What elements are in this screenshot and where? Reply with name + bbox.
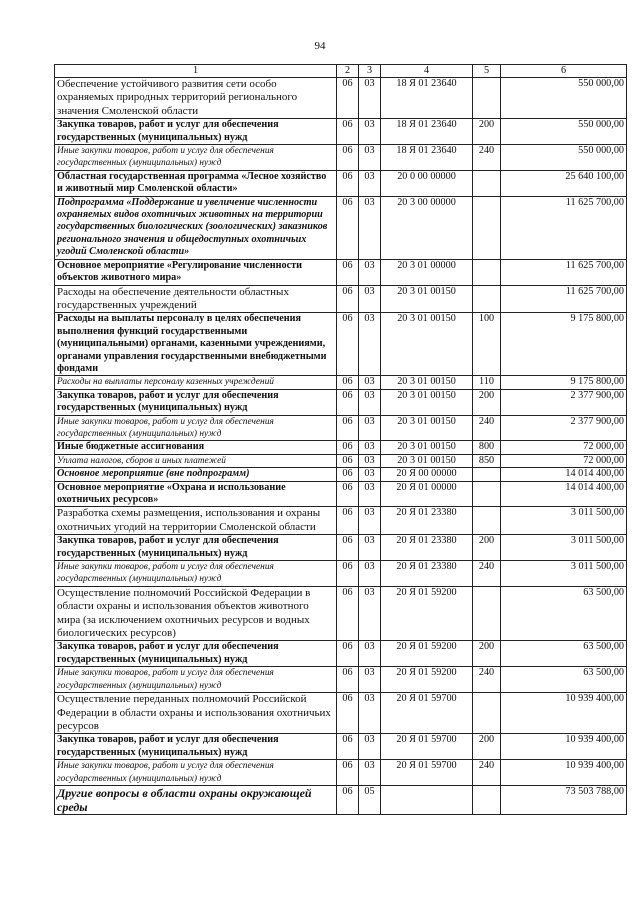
row-expense-type-cell — [473, 481, 501, 507]
row-target-code-cell: 20 3 00 00000 — [381, 196, 473, 259]
row-target-code-cell: 20 3 01 00150 — [381, 285, 473, 313]
row-subsection-cell: 03 — [359, 507, 381, 535]
row-expense-type-cell — [473, 785, 501, 814]
table-body — [55, 78, 627, 815]
row-name-cell: Иные закупки товаров, работ и услуг для обеспечения государственных (муниципальных) нужд — [55, 145, 337, 171]
row-amount-cell: 550 000,00 — [501, 145, 627, 171]
row-expense-type-cell — [473, 693, 501, 734]
row-subsection-cell: 03 — [359, 170, 381, 196]
page-number: 94 — [314, 40, 326, 52]
row-name-cell: Закупка товаров, работ и услуг для обеспечения государственных (муниципальных) нужд — [55, 734, 337, 760]
row-expense-type-cell: 200 — [473, 389, 501, 415]
row-name-cell: Другие вопросы в области охраны окружающей среды — [55, 785, 337, 814]
header-col-1: 1 — [55, 65, 337, 78]
row-amount-cell: 73 503 788,00 — [501, 785, 627, 814]
row-target-code-cell: 20 3 01 00150 — [381, 441, 473, 454]
row-amount-cell: 550 000,00 — [501, 119, 627, 145]
row-amount-cell: 14 014 400,00 — [501, 481, 627, 507]
row-section-cell: 06 — [337, 693, 359, 734]
row-amount-cell: 63 500,00 — [501, 641, 627, 667]
row-expense-type-cell — [473, 468, 501, 481]
row-section-cell: 06 — [337, 145, 359, 171]
row-name-cell: Осуществление полномочий Российской Федерации в области охраны и использования объектов животного мира (за исключением охотничьих ресурсов и водных биологических ресурсов) — [55, 586, 337, 641]
row-expense-type-cell: 240 — [473, 415, 501, 441]
row-subsection-cell: 03 — [359, 389, 381, 415]
row-name-cell: Расходы на выплаты персоналу казенных учреждений — [55, 376, 337, 389]
row-target-code-cell — [381, 785, 473, 814]
table-row — [55, 78, 627, 119]
table-row — [55, 734, 627, 760]
header-col-3: 3 — [359, 65, 381, 78]
row-subsection-cell: 03 — [359, 454, 381, 467]
row-subsection-cell: 03 — [359, 586, 381, 641]
table-row — [55, 259, 627, 285]
header-col-4: 4 — [381, 65, 473, 78]
row-amount-cell: 14 014 400,00 — [501, 468, 627, 481]
row-expense-type-cell — [473, 285, 501, 313]
table-row — [55, 454, 627, 467]
row-name-cell: Расходы на обеспечение деятельности областных государственных учреждений — [55, 285, 337, 313]
row-amount-cell: 63 500,00 — [501, 667, 627, 693]
row-subsection-cell: 05 — [359, 785, 381, 814]
table-row — [55, 389, 627, 415]
table-row — [55, 285, 627, 313]
row-section-cell: 06 — [337, 285, 359, 313]
row-subsection-cell: 03 — [359, 760, 381, 786]
row-section-cell: 06 — [337, 667, 359, 693]
row-section-cell: 06 — [337, 561, 359, 587]
table-row — [55, 535, 627, 561]
row-expense-type-cell: 200 — [473, 535, 501, 561]
row-target-code-cell: 18 Я 01 23640 — [381, 78, 473, 119]
row-name-cell: Закупка товаров, работ и услуг для обеспечения государственных (муниципальных) нужд — [55, 641, 337, 667]
row-subsection-cell: 03 — [359, 285, 381, 313]
row-subsection-cell: 03 — [359, 145, 381, 171]
table-row — [55, 785, 627, 814]
row-amount-cell: 10 939 400,00 — [501, 760, 627, 786]
row-target-code-cell: 20 0 00 00000 — [381, 170, 473, 196]
row-amount-cell: 3 011 500,00 — [501, 507, 627, 535]
row-subsection-cell: 03 — [359, 119, 381, 145]
row-section-cell: 06 — [337, 785, 359, 814]
row-target-code-cell: 20 3 01 00150 — [381, 415, 473, 441]
row-expense-type-cell: 240 — [473, 667, 501, 693]
row-amount-cell: 63 500,00 — [501, 586, 627, 641]
table-row — [55, 170, 627, 196]
row-amount-cell: 25 640 100,00 — [501, 170, 627, 196]
budget-table — [54, 64, 627, 815]
row-section-cell: 06 — [337, 535, 359, 561]
row-target-code-cell: 20 Я 01 23380 — [381, 507, 473, 535]
row-section-cell: 06 — [337, 454, 359, 467]
row-subsection-cell: 03 — [359, 468, 381, 481]
row-subsection-cell: 03 — [359, 535, 381, 561]
row-section-cell: 06 — [337, 119, 359, 145]
row-target-code-cell: 18 Я 01 23640 — [381, 119, 473, 145]
table-row — [55, 145, 627, 171]
row-name-cell: Расходы на выплаты персоналу в целях обеспечения выполнения функций государственными (муниципальными) органами, казенными учреждениями, органами управления государственными внебюджетными фондами — [55, 313, 337, 376]
row-target-code-cell: 20 Я 01 59200 — [381, 667, 473, 693]
row-subsection-cell: 03 — [359, 641, 381, 667]
row-expense-type-cell: 800 — [473, 441, 501, 454]
table-row — [55, 667, 627, 693]
row-expense-type-cell: 240 — [473, 760, 501, 786]
row-amount-cell: 9 175 800,00 — [501, 313, 627, 376]
row-target-code-cell: 20 Я 01 23380 — [381, 561, 473, 587]
row-name-cell: Иные бюджетные ассигнования — [55, 441, 337, 454]
row-target-code-cell: 20 3 01 00150 — [381, 454, 473, 467]
row-target-code-cell: 20 3 01 00150 — [381, 389, 473, 415]
row-target-code-cell: 20 Я 01 59200 — [381, 586, 473, 641]
row-section-cell: 06 — [337, 468, 359, 481]
row-name-cell: Иные закупки товаров, работ и услуг для обеспечения государственных (муниципальных) нужд — [55, 415, 337, 441]
row-expense-type-cell: 110 — [473, 376, 501, 389]
row-subsection-cell: 03 — [359, 415, 381, 441]
header-col-2: 2 — [337, 65, 359, 78]
header-col-5: 5 — [473, 65, 501, 78]
row-name-cell: Иные закупки товаров, работ и услуг для обеспечения государственных (муниципальных) нужд — [55, 561, 337, 587]
row-target-code-cell: 20 Я 01 59700 — [381, 760, 473, 786]
row-amount-cell: 3 011 500,00 — [501, 561, 627, 587]
row-amount-cell: 3 011 500,00 — [501, 535, 627, 561]
row-expense-type-cell: 200 — [473, 119, 501, 145]
table-row — [55, 313, 627, 376]
row-name-cell: Основное мероприятие «Охрана и использование охотничьих ресурсов» — [55, 481, 337, 507]
row-section-cell: 06 — [337, 441, 359, 454]
row-target-code-cell: 20 Я 01 59700 — [381, 693, 473, 734]
table-row — [55, 415, 627, 441]
table-row — [55, 119, 627, 145]
row-name-cell: Разработка схемы размещения, использования и охраны охотничьих угодий на территории Смоленской области — [55, 507, 337, 535]
table-row — [55, 376, 627, 389]
row-target-code-cell: 20 3 01 00000 — [381, 259, 473, 285]
row-section-cell: 06 — [337, 170, 359, 196]
row-target-code-cell: 20 Я 01 23380 — [381, 535, 473, 561]
row-name-cell: Уплата налогов, сборов и иных платежей — [55, 454, 337, 467]
row-subsection-cell: 03 — [359, 441, 381, 454]
row-expense-type-cell: 850 — [473, 454, 501, 467]
row-expense-type-cell: 240 — [473, 145, 501, 171]
row-section-cell: 06 — [337, 196, 359, 259]
table-row — [55, 441, 627, 454]
row-name-cell: Основное мероприятие «Регулирование численности объектов животного мира» — [55, 259, 337, 285]
row-target-code-cell: 20 Я 01 59700 — [381, 734, 473, 760]
table-row — [55, 693, 627, 734]
row-section-cell: 06 — [337, 389, 359, 415]
row-amount-cell: 10 939 400,00 — [501, 734, 627, 760]
table-row — [55, 468, 627, 481]
row-name-cell: Закупка товаров, работ и услуг для обеспечения государственных (муниципальных) нужд — [55, 535, 337, 561]
table-row — [55, 561, 627, 587]
row-subsection-cell: 03 — [359, 313, 381, 376]
table-row — [55, 760, 627, 786]
table-row — [55, 586, 627, 641]
row-expense-type-cell: 100 — [473, 313, 501, 376]
row-expense-type-cell — [473, 78, 501, 119]
row-section-cell: 06 — [337, 481, 359, 507]
row-name-cell: Осуществление переданных полномочий Российской Федерации в области охраны и использования охотничьих ресурсов — [55, 693, 337, 734]
row-expense-type-cell — [473, 259, 501, 285]
row-subsection-cell: 03 — [359, 78, 381, 119]
table-header-row — [55, 65, 627, 78]
table-row — [55, 507, 627, 535]
table-row — [55, 481, 627, 507]
row-target-code-cell: 20 3 01 00150 — [381, 313, 473, 376]
row-amount-cell: 10 939 400,00 — [501, 693, 627, 734]
row-subsection-cell: 03 — [359, 561, 381, 587]
row-expense-type-cell — [473, 196, 501, 259]
row-section-cell: 06 — [337, 760, 359, 786]
row-subsection-cell: 03 — [359, 693, 381, 734]
row-expense-type-cell — [473, 586, 501, 641]
row-section-cell: 06 — [337, 415, 359, 441]
row-target-code-cell: 20 3 01 00150 — [381, 376, 473, 389]
row-section-cell: 06 — [337, 78, 359, 119]
row-target-code-cell: 20 Я 01 59200 — [381, 641, 473, 667]
row-section-cell: 06 — [337, 641, 359, 667]
row-subsection-cell: 03 — [359, 481, 381, 507]
row-name-cell: Закупка товаров, работ и услуг для обеспечения государственных (муниципальных) нужд — [55, 389, 337, 415]
row-subsection-cell: 03 — [359, 259, 381, 285]
row-subsection-cell: 03 — [359, 196, 381, 259]
row-subsection-cell: 03 — [359, 376, 381, 389]
row-amount-cell: 2 377 900,00 — [501, 389, 627, 415]
row-expense-type-cell — [473, 170, 501, 196]
row-section-cell: 06 — [337, 313, 359, 376]
row-expense-type-cell: 200 — [473, 641, 501, 667]
row-amount-cell: 9 175 800,00 — [501, 376, 627, 389]
row-amount-cell: 550 000,00 — [501, 78, 627, 119]
row-amount-cell: 2 377 900,00 — [501, 415, 627, 441]
row-subsection-cell: 03 — [359, 667, 381, 693]
row-target-code-cell: 20 Я 01 00000 — [381, 481, 473, 507]
row-name-cell: Иные закупки товаров, работ и услуг для обеспечения государственных (муниципальных) нужд — [55, 760, 337, 786]
row-subsection-cell: 03 — [359, 734, 381, 760]
row-name-cell: Иные закупки товаров, работ и услуг для обеспечения государственных (муниципальных) нужд — [55, 667, 337, 693]
header-col-6: 6 — [501, 65, 627, 78]
row-target-code-cell: 18 Я 01 23640 — [381, 145, 473, 171]
table-row — [55, 196, 627, 259]
row-section-cell: 06 — [337, 586, 359, 641]
row-name-cell: Закупка товаров, работ и услуг для обеспечения государственных (муниципальных) нужд — [55, 119, 337, 145]
row-amount-cell: 11 625 700,00 — [501, 259, 627, 285]
table-row — [55, 641, 627, 667]
row-section-cell: 06 — [337, 376, 359, 389]
row-name-cell: Подпрограмма «Поддержание и увеличение численности охраняемых видов охотничьих животных на территории государственных биологических (зоологических) заказников регионального значения и общедоступных охотничьих угодий Смоленской области» — [55, 196, 337, 259]
row-amount-cell: 72 000,00 — [501, 441, 627, 454]
row-amount-cell: 72 000,00 — [501, 454, 627, 467]
row-name-cell: Обеспечение устойчивого развития сети особо охраняемых природных территорий регионального значения Смоленской области — [55, 78, 337, 119]
row-expense-type-cell: 200 — [473, 734, 501, 760]
row-section-cell: 06 — [337, 259, 359, 285]
row-expense-type-cell — [473, 507, 501, 535]
row-amount-cell: 11 625 700,00 — [501, 285, 627, 313]
row-section-cell: 06 — [337, 507, 359, 535]
row-name-cell: Областная государственная программа «Лесное хозяйство и животный мир Смоленской области» — [55, 170, 337, 196]
row-section-cell: 06 — [337, 734, 359, 760]
row-name-cell: Основное мероприятие (вне подпрограмм) — [55, 468, 337, 481]
row-amount-cell: 11 625 700,00 — [501, 196, 627, 259]
row-target-code-cell: 20 Я 00 00000 — [381, 468, 473, 481]
row-expense-type-cell: 240 — [473, 561, 501, 587]
